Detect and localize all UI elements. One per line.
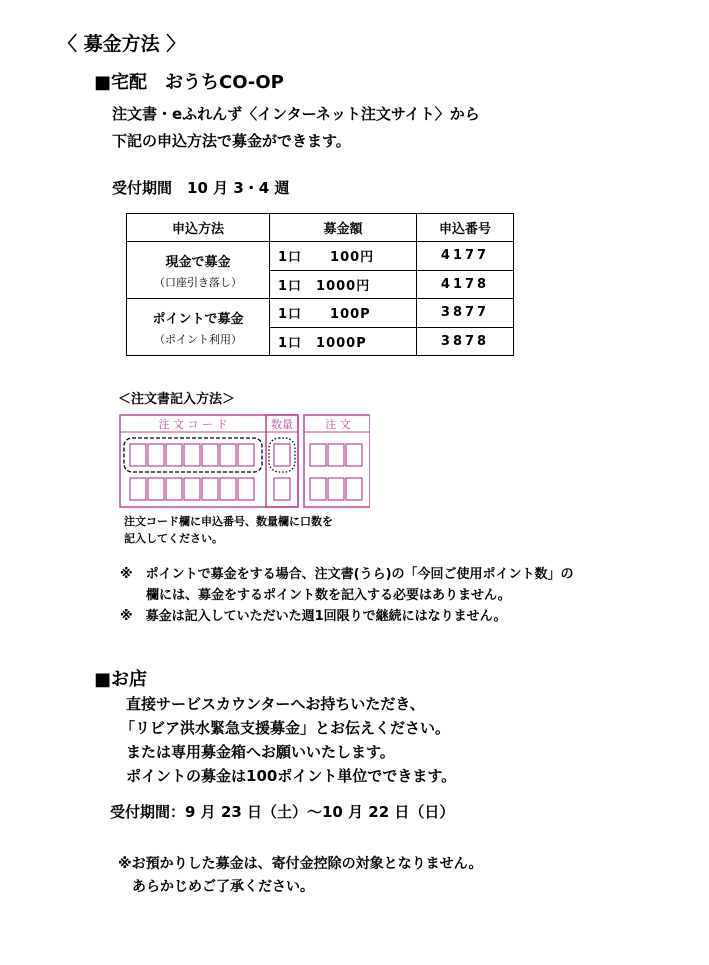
- note-line: 欄には、募金をするポイント数を記入する必要はありません。: [120, 588, 511, 603]
- amount-cell: 1口 1000円: [270, 270, 417, 299]
- code-cell: 3877: [417, 299, 514, 328]
- amount-cell: 1口 1000P: [270, 327, 417, 356]
- store-line: または専用募金箱へお願いいたします。: [126, 743, 395, 761]
- note-line: ※ ポイントで募金をする場合、注文書(うら)の「今回ご使用ポイント数」の: [120, 567, 574, 582]
- order-code-label: 注 文 コ ー ド: [158, 418, 228, 431]
- note-line: ※ 募金は記入していただいた週1回限りで継続にはなりません。: [120, 609, 507, 624]
- code-cell: 4177: [417, 242, 514, 271]
- method-note: （口座引き落し）: [154, 275, 242, 289]
- store-line: 直接サービスカウンターへお持ちいただき、: [126, 695, 425, 713]
- amount-cell: 1口 100円: [270, 242, 417, 271]
- method-label: 現金で募金: [165, 254, 231, 270]
- quantity-highlight: [269, 438, 295, 472]
- next-code-boxes-row1: [310, 444, 362, 466]
- method-cell: [127, 299, 270, 356]
- method-cell: [127, 242, 270, 299]
- form-guide-caption-line1: 注文コード欄に申込番号、数量欄に口数を: [124, 515, 333, 528]
- footer-note-line: ※お預かりした募金は、寄付金控除の対象となりません。: [118, 856, 483, 872]
- table-header: 申込方法: [127, 214, 270, 242]
- quantity-label: 数量: [271, 418, 293, 431]
- table-header: 申込番号: [417, 214, 514, 242]
- delivery-intro-line2: 下記の申込方法で募金ができます。: [112, 132, 351, 150]
- store-period: 受付期間：9 月 23 日（土）～10 月 22 日（日）: [110, 803, 455, 821]
- table-header-row: [127, 214, 514, 242]
- table-header: 募金額: [270, 214, 417, 242]
- amount-cell: 1口 100P: [270, 299, 417, 328]
- table-row: [127, 299, 514, 328]
- form-guide-title: ＜注文書記入方法＞: [118, 392, 236, 407]
- order-form-illustration: [118, 410, 370, 510]
- method-note: （ポイント利用）: [154, 332, 242, 346]
- delivery-period: 受付期間 10 月 3・4 週: [112, 179, 290, 197]
- store-line: ポイントの募金は100ポイント単位でできます。: [126, 767, 457, 785]
- footer-note-line: あらかじめご了承ください。: [118, 879, 314, 895]
- store-line: 「リビア洪水緊急支援募金」とお伝えください。: [120, 719, 451, 737]
- delivery-intro-line1: 注文書・eふれんず〈インターネット注文サイト〉から: [112, 105, 480, 123]
- quantity-box-row1: [274, 444, 290, 466]
- code-digit-boxes-row1: [130, 444, 254, 466]
- store-heading: ■お店: [94, 669, 148, 690]
- form-guide-caption-line2: 記入してください。: [124, 532, 223, 545]
- delivery-heading: ■宅配 おうちCO-OP: [94, 72, 284, 93]
- code-cell: 3878: [417, 327, 514, 356]
- code-highlight: [124, 438, 262, 472]
- code-digit-boxes-row2: [130, 478, 362, 500]
- fee-table: [126, 213, 514, 356]
- next-code-label: 注 文: [325, 418, 351, 431]
- code-cell: 4178: [417, 270, 514, 299]
- section-title: 〈 募金方法 〉: [58, 33, 186, 55]
- table-row: [127, 242, 514, 271]
- method-label: ポイントで募金: [152, 311, 244, 327]
